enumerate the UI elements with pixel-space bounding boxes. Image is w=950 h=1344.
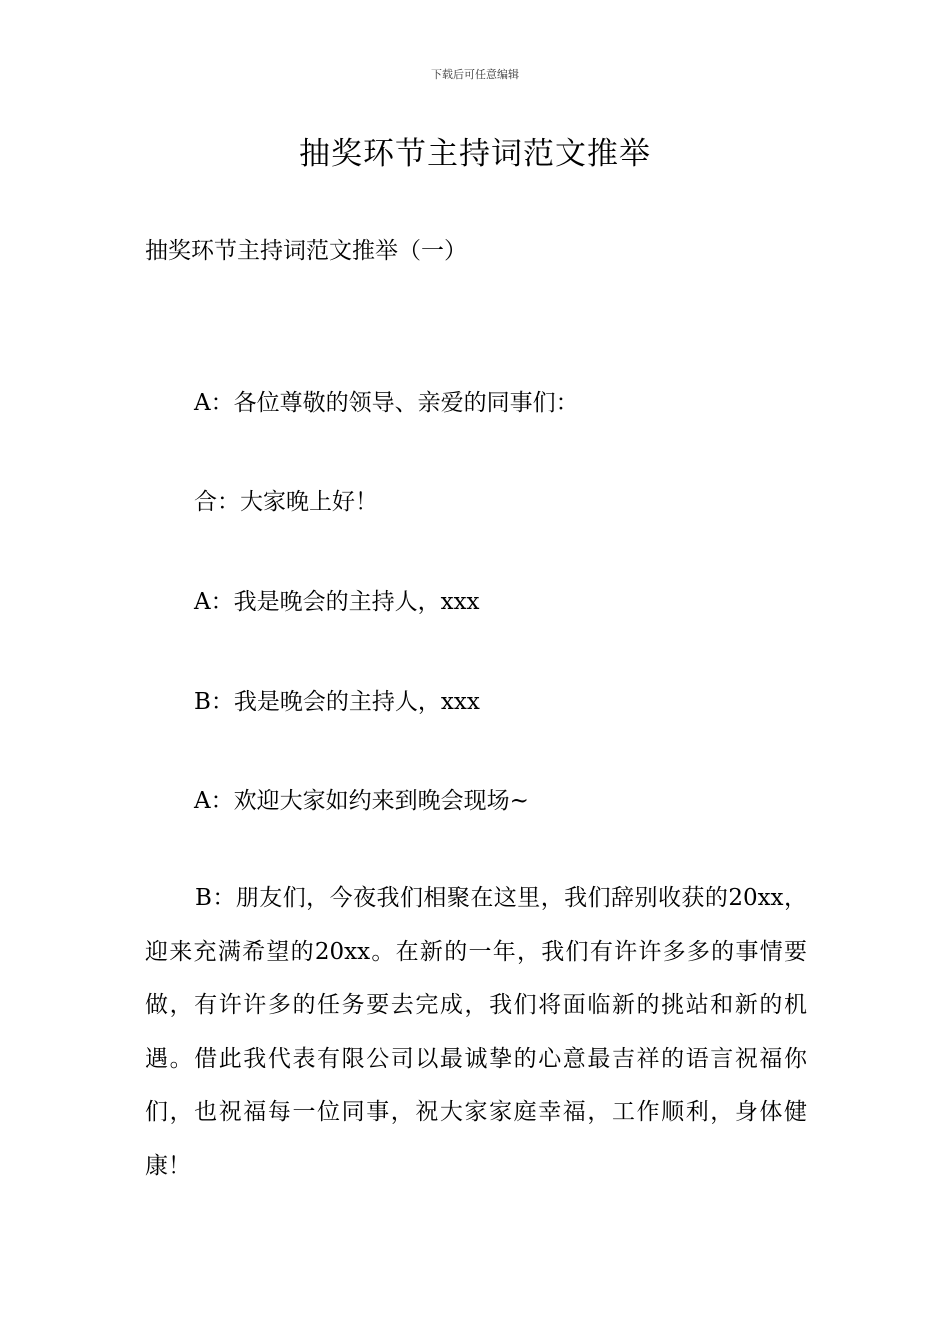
dialogue-line: B：我是晚会的主持人，xxx — [194, 689, 480, 715]
document-title: 抽奖环节主持词范文推举 — [299, 136, 651, 172]
dialogue-line: A：欢迎大家如约来到晚会现场~ — [194, 788, 529, 814]
dialogue-line: A：各位尊敬的领导、亲爱的同事们： — [194, 390, 579, 416]
section-subtitle: 抽奖环节主持词范文推举（一） — [145, 238, 467, 264]
dialogue-line: A：我是晚会的主持人，xxx — [194, 589, 480, 615]
dialogue-line: 合：大家晚上好！ — [194, 489, 378, 515]
header-note: 下载后可任意编辑 — [431, 68, 519, 81]
body-paragraph: B：朋友们，今夜我们相聚在这里，我们辞别收获的20xx，迎来充满希望的20xx。在新的一年，我们有许许多多的事情要做，有许许多的任务要去完成，我们将面临新的挑站和新的机遇。借此我代表有限公司以最诚挚的心意最吉祥的语言祝福你们，也祝福每一位同事，祝大家家庭幸福，工作顺利，身体健康！ — [145, 885, 807, 1179]
